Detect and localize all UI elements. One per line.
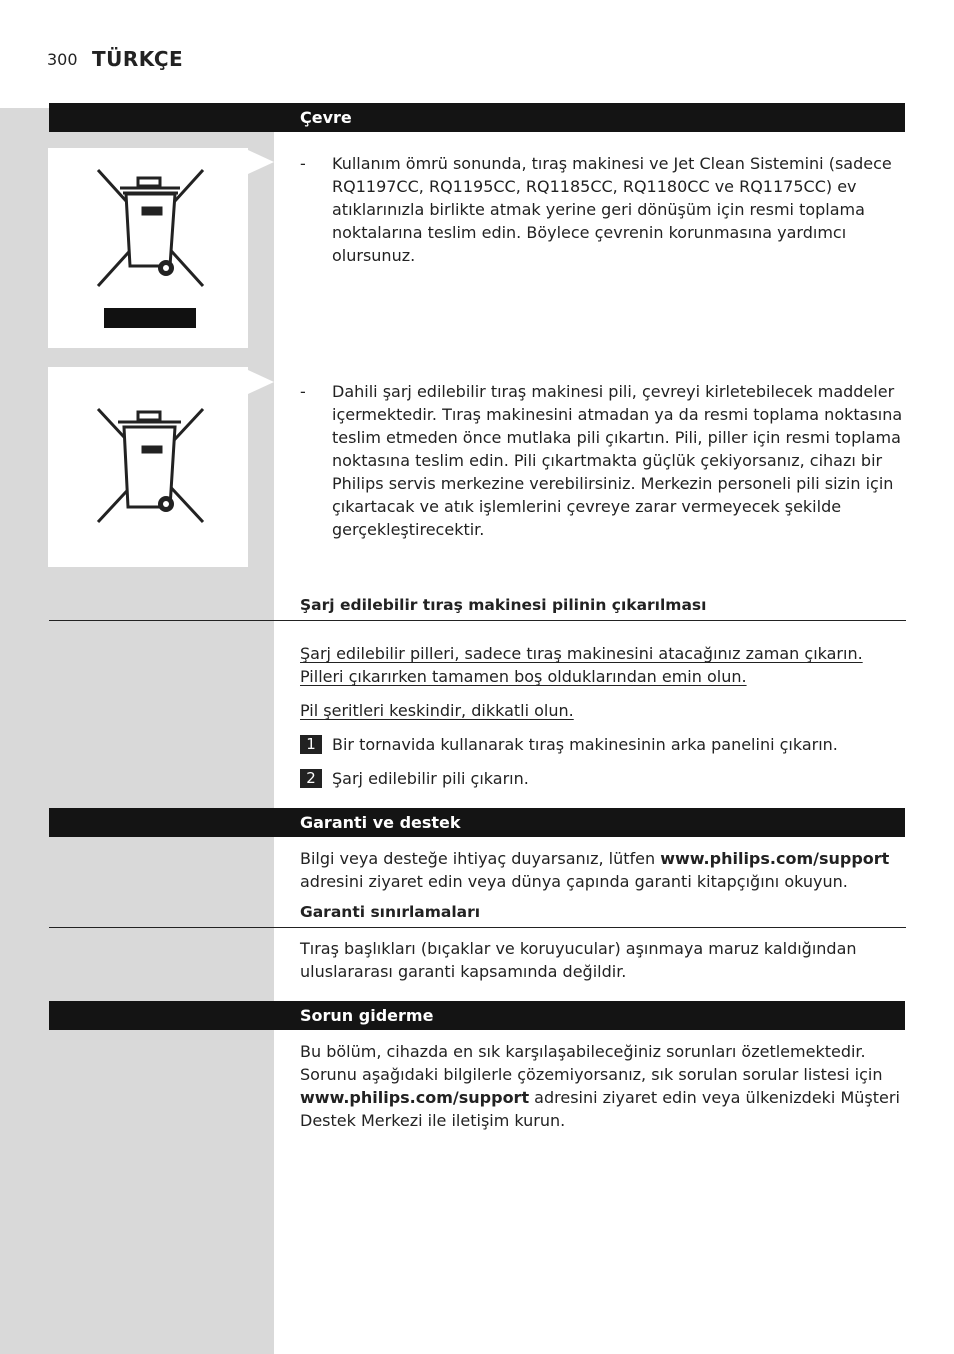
subheading-battery-removal: Şarj edilebilir tıraş makinesi pilinin çıkarılması: [300, 596, 707, 614]
section-title-garanti: Garanti ve destek: [300, 813, 461, 832]
section-bar-garanti: [49, 808, 905, 837]
recycle-icon-box-2: [48, 367, 248, 567]
language-heading: TÜRKÇE: [92, 47, 184, 71]
bullet-dash: -: [300, 154, 306, 173]
crossed-out-wheelie-bin-icon: [48, 148, 248, 348]
step-number: 2: [300, 769, 322, 788]
step-text: Şarj edilebilir pili çıkarın.: [332, 769, 529, 788]
section-title-cevre: Çevre: [300, 108, 352, 127]
step-text: Bir tornavida kullanarak tıraş makinesinin arka panelini çıkarın.: [332, 735, 838, 754]
garanti-text-pre: Bilgi veya desteğe ihtiyaç duyarsanız, lütfen: [300, 849, 661, 868]
subheading-warranty-limits: Garanti sınırlamaları: [300, 903, 481, 921]
support-link[interactable]: www.philips.com/support: [660, 849, 890, 868]
warning-text-2: [300, 699, 906, 722]
sorun-text: [300, 1040, 906, 1132]
divider: [49, 927, 906, 928]
divider: [49, 620, 906, 621]
support-link[interactable]: www.philips.com/support: [300, 1088, 530, 1107]
recycle-icon-box-1: [48, 148, 248, 348]
garanti-text-post: adresini ziyaret edin veya dünya çapında garanti kitapçığını okuyun.: [300, 872, 848, 891]
sorun-text-pre: Bu bölüm, cihazda en sık karşılaşabileceğiniz sorunları özetlemektedir. Sorunu aşağıdaki bilgilerle çözemiyorsanız, sık sorulan sorular listesi için: [300, 1042, 883, 1084]
bullet-text: Dahili şarj edilebilir tıraş makinesi pili, çevreyi kirletebilecek maddeler içermektedir. Tıraş makinesini atmadan ya da resmi toplama noktasına teslim etmeden önce mutlaka pili çıkartın. Pili, piller için resmi toplama noktasına teslim edin. Pili çıkartmakta güçlük çekiyorsanız, cihazı bir Philips servis merkezine verebilirsiniz. Merkezin personeli pili sizin için çıkartacak ve atık işlemlerini çevreye zarar vermeyecek şekilde gerçekleştirecektir.: [332, 382, 903, 539]
warning-text-1: [300, 642, 870, 688]
bullet-dash: -: [300, 382, 306, 401]
page-number: 300: [47, 50, 78, 69]
step-1: [300, 733, 838, 756]
section-bar-sorun: [49, 1001, 905, 1030]
warning-underlined-2: Pil şeritleri keskindir, dikkatli olun.: [300, 701, 574, 720]
garanti-text: [300, 847, 906, 893]
callout-pointer-2: [248, 370, 274, 394]
bullet-text: Kullanım ömrü sonunda, tıraş makinesi ve Jet Clean Sistemini (sadece RQ1197CC, RQ1195CC, RQ1185CC, RQ1180CC ve RQ1175CC) ev atıklarınızla birlikte atmak yerine geri dönüşüm için resmi toplama noktalarına teslim edin. Böylece çevrenin korunmasına yardımcı olursunuz.: [332, 154, 892, 265]
step-number: 1: [300, 735, 322, 754]
crossed-out-battery-bin-icon: [48, 367, 248, 567]
sorun-text-post: adresini ziyaret edin veya ülkenizdeki Müşteri Destek Merkezi ile iletişim kurun.: [300, 1088, 900, 1130]
callout-pointer-1: [248, 150, 274, 174]
step-2: [300, 767, 529, 790]
warning-underlined-1: Şarj edilebilir pilleri, sadece tıraş makinesini atacağınız zaman çıkarın. Pilleri çıkarırken tamamen boş olduklarından emin olun.: [300, 644, 863, 686]
section-title-sorun: Sorun giderme: [300, 1006, 434, 1025]
warranty-limits-text: Tıraş başlıkları (bıçaklar ve koruyucular) aşınmaya maruz kaldığından uluslararası garanti kapsamında değildir.: [300, 939, 857, 981]
section-bar-cevre: [49, 103, 905, 132]
